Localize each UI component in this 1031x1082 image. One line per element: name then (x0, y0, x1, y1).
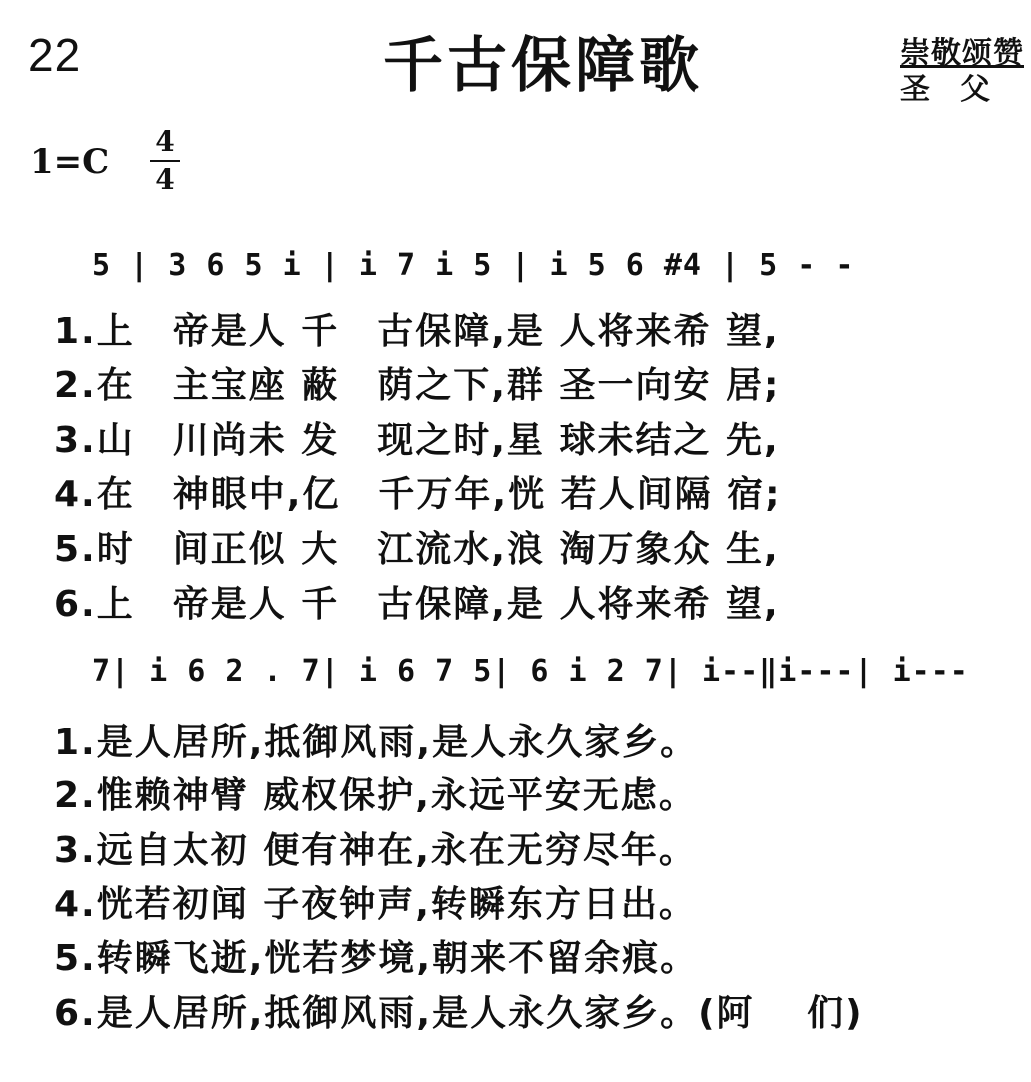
notation-line-2: 7| i 6 2 . 7| i 6 7 5| 6 i 2 7| i--‖i---| i--- (92, 654, 969, 689)
notation-line-1: 5 | 3 6 5 i | i 7 i 5 | i 5 6 #4 | 5 - - (92, 248, 855, 283)
lyric-line-12: 6.是人居所,抵御风雨,是人永久家乡。(阿 们) (54, 993, 864, 1034)
lyric-line-4: 4.在 神眼中,亿 千万年,恍 若人间隔 宿; (54, 474, 782, 515)
lyric-line-7: 1.是人居所,抵御风雨,是人永久家乡。 (54, 722, 699, 763)
hymn-title: 千古保障歌 (383, 31, 703, 101)
lyric-line-2: 2.在 主宝座 蔽 荫之下,群 圣一向安 居; (54, 365, 781, 406)
time-signature-bottom: 4 (155, 163, 175, 196)
lyric-line-6: 6.上 帝是人 千 古保障,是 人将来希 望, (54, 584, 780, 625)
lyric-line-1: 1.上 帝是人 千 古保障,是 人将来希 望, (54, 311, 780, 352)
lyric-line-5: 5.时 间正似 大 江流水,浪 淘万象众 生, (54, 529, 780, 570)
lyric-line-11: 5.转瞬飞逝,恍若梦境,朝来不留余痕。 (54, 938, 699, 979)
category-label: 崇敬颂赞 (900, 36, 1024, 71)
key-signature: 1=C (30, 142, 110, 182)
lyric-line-10: 4.恍若初闻 子夜钟声,转瞬东方日出。 (54, 884, 697, 925)
lyric-line-8: 2.惟赖神臂 威权保护,永远平安无虑。 (54, 775, 697, 816)
lyric-line-9: 3.远自太初 便有神在,永在无穷尽年。 (54, 830, 697, 871)
time-signature-divider (150, 160, 180, 162)
time-signature (150, 125, 180, 196)
time-signature-top: 4 (155, 125, 175, 158)
lyric-line-3: 3.山 川尚未 发 现之时,星 球未结之 先, (54, 420, 780, 461)
subcategory-label: 圣 父 (900, 72, 990, 107)
hymn-number: 22 (28, 29, 82, 81)
